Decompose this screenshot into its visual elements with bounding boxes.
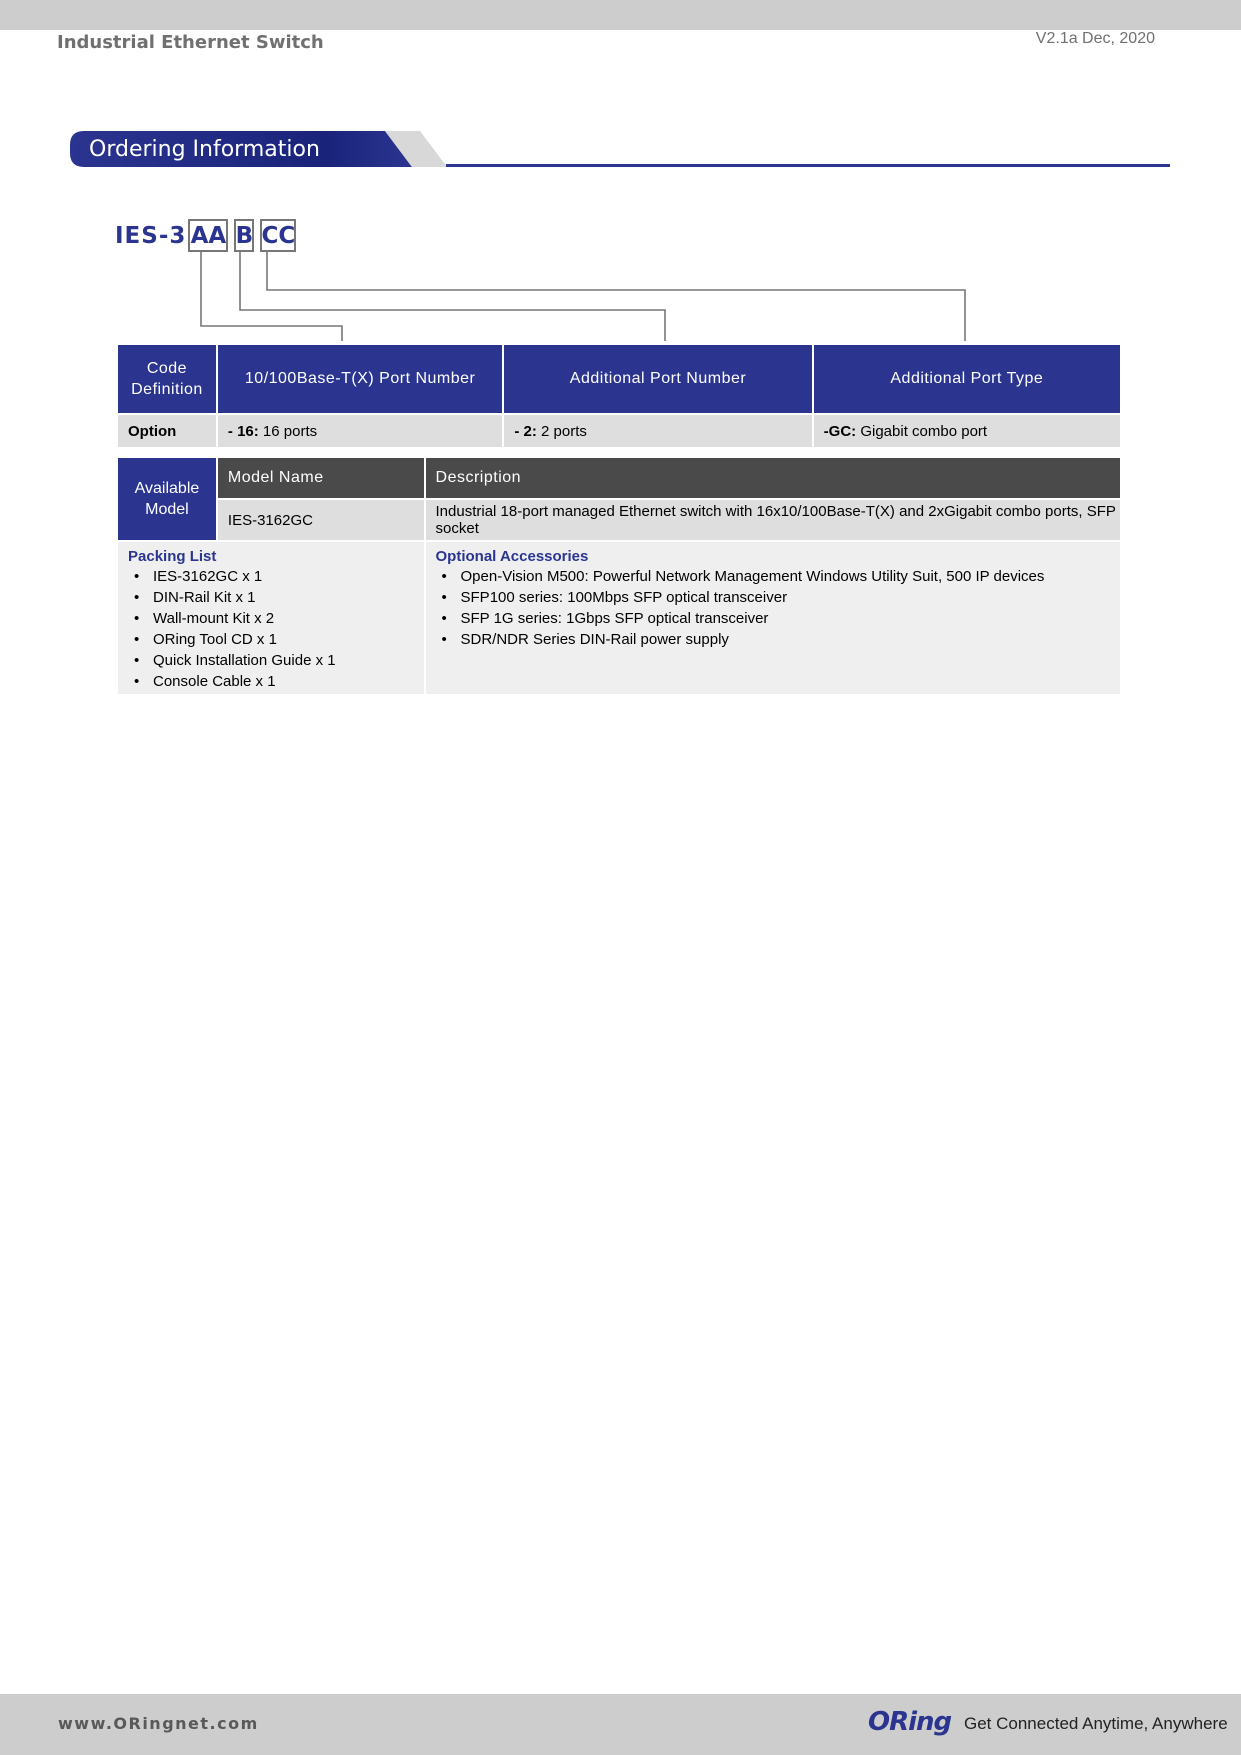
list-item: • Wall-mount Kit x 2 <box>128 608 414 629</box>
packing-list-title: Packing List <box>128 548 217 565</box>
column-header-additional-port-type: Additional Port Type <box>813 344 1121 414</box>
available-model-label-2: Model <box>145 501 189 518</box>
footer-tagline: Get Connected Anytime, Anywhere <box>964 1714 1228 1733</box>
option-code: - 16: <box>227 422 259 440</box>
model-name-header: Model Name <box>217 457 425 499</box>
optional-accessories <box>425 541 1121 695</box>
description-header: Description <box>425 457 1121 499</box>
model-code-prefix: IES-3 <box>115 222 187 249</box>
list-item: • Quick Installation Guide x 1 <box>128 650 414 671</box>
section-title: Ordering Information <box>89 137 320 162</box>
list-item: • SFP100 series: 100Mbps SFP optical transceiver <box>436 587 1110 608</box>
document-version: V2.1a Dec, 2020 <box>1035 30 1155 47</box>
option-code: -GC: <box>823 422 857 440</box>
list-item: • SFP 1G series: 1Gbps SFP optical transceiver <box>436 608 1110 629</box>
footer-website-link[interactable]: www.ORingnet.com <box>58 1714 259 1733</box>
document-title: Industrial Ethernet Switch <box>57 32 324 53</box>
list-item: • SDR/NDR Series DIN-Rail power supply <box>436 629 1110 650</box>
list-item: • Console Cable x 1 <box>128 671 414 692</box>
code-definition-label-2: Definition <box>131 381 203 398</box>
list-item: • DIN-Rail Kit x 1 <box>128 587 414 608</box>
model-description-cell: Industrial 18-port managed Ethernet switch with 16x10/100Base-T(X) and 2xGigabit combo ports, SFP socket <box>425 499 1121 541</box>
option-additional-port-type <box>813 414 1121 448</box>
model-code-segment-b: B <box>234 219 254 252</box>
option-additional-port-number <box>503 414 812 448</box>
option-text: 2 ports <box>536 422 587 440</box>
model-code <box>115 218 302 253</box>
list-item: • ORing Tool CD x 1 <box>128 629 414 650</box>
code-definition-label-1: Code <box>146 360 188 377</box>
model-code-segment-aa: AA <box>188 219 228 252</box>
code-definition-table <box>116 343 1122 449</box>
packing-list <box>117 541 425 695</box>
available-model-table <box>116 456 1122 696</box>
optional-accessories-title: Optional Accessories <box>435 548 589 565</box>
available-model-label-1: Available <box>134 480 200 497</box>
option-code: - 2: <box>514 422 537 440</box>
column-header-port-number: 10/100Base-T(X) Port Number <box>217 344 503 414</box>
list-item: • IES-3162GC x 1 <box>128 566 414 587</box>
column-header-additional-port-number: Additional Port Number <box>503 344 812 414</box>
code-definition-header <box>117 344 217 414</box>
option-text: Gigabit combo port <box>856 422 988 440</box>
model-name-cell: IES-3162GC <box>217 499 425 541</box>
footer <box>0 1694 1241 1755</box>
option-label: Option <box>117 414 217 448</box>
list-item: • Open-Vision M500: Powerful Network Management Windows Utility Suit, 500 IP devices <box>436 566 1110 587</box>
option-text: 16 ports <box>258 422 318 440</box>
oring-logo: ORing <box>868 1707 952 1737</box>
model-code-segment-cc: CC <box>260 219 296 252</box>
available-model-header <box>117 457 217 541</box>
option-port-number <box>217 414 503 448</box>
model-code-connectors <box>0 0 1241 360</box>
